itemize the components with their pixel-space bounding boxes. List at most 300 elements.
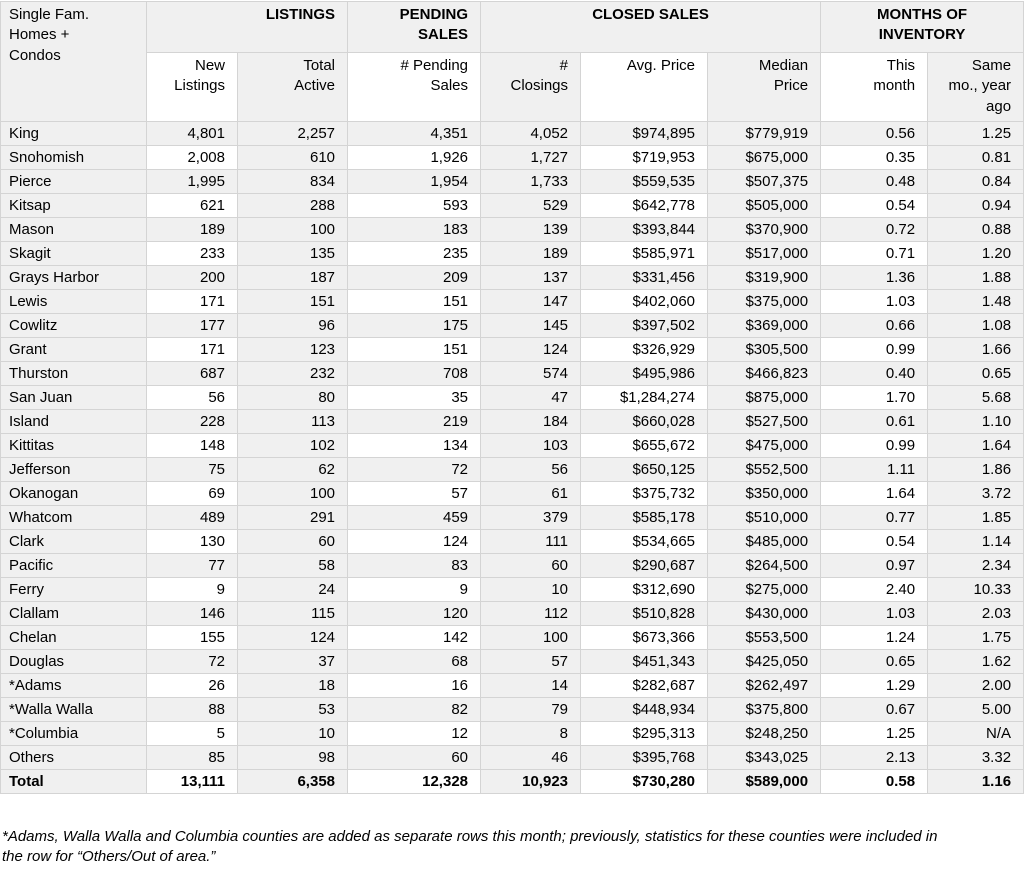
column-header-label: Avg. Price (626, 57, 696, 74)
county-cell: Clallam (1, 602, 147, 626)
group-header-closed-sales: CLOSED SALES (481, 2, 821, 53)
value-cell: $451,343 (581, 650, 708, 674)
value-cell: 177 (147, 314, 238, 338)
value-cell: 593 (348, 194, 481, 218)
value-cell: 62 (238, 458, 348, 482)
value-cell: 0.77 (821, 506, 928, 530)
value-cell: 228 (147, 410, 238, 434)
value-cell: 10 (481, 578, 581, 602)
table-title (1, 2, 147, 122)
value-cell: $264,500 (708, 554, 821, 578)
value-cell: 60 (348, 746, 481, 770)
table-row (1, 338, 1024, 362)
value-cell: 83 (348, 554, 481, 578)
value-cell: $282,687 (581, 674, 708, 698)
table-row (1, 122, 1024, 146)
value-cell: 12 (348, 722, 481, 746)
value-cell: 1,727 (481, 146, 581, 170)
value-cell: 134 (348, 434, 481, 458)
column-header-label: New Listings (174, 57, 225, 95)
value-cell: 57 (481, 650, 581, 674)
value-cell: 130 (147, 530, 238, 554)
value-cell: 60 (481, 554, 581, 578)
value-cell: 1.03 (821, 602, 928, 626)
value-cell: 687 (147, 362, 238, 386)
county-cell: Grant (1, 338, 147, 362)
value-cell: $730,280 (581, 770, 708, 794)
value-cell: 72 (348, 458, 481, 482)
column-header-new-listings (147, 53, 238, 122)
value-cell: $319,900 (708, 266, 821, 290)
value-cell: 708 (348, 362, 481, 386)
value-cell: 0.56 (821, 122, 928, 146)
table-row (1, 434, 1024, 458)
value-cell: 0.84 (928, 170, 1024, 194)
value-cell: 58 (238, 554, 348, 578)
value-cell: 3.32 (928, 746, 1024, 770)
column-header-label: Total Active (294, 57, 336, 95)
value-cell: 0.54 (821, 530, 928, 554)
county-cell: Island (1, 410, 147, 434)
value-cell: 148 (147, 434, 238, 458)
value-cell: 0.72 (821, 218, 928, 242)
value-cell: 124 (238, 626, 348, 650)
value-cell: 12,328 (348, 770, 481, 794)
value-cell: 189 (147, 218, 238, 242)
value-cell: 151 (238, 290, 348, 314)
value-cell: 219 (348, 410, 481, 434)
value-cell: 0.99 (821, 338, 928, 362)
value-cell: $375,732 (581, 482, 708, 506)
value-cell: 35 (348, 386, 481, 410)
value-cell: 209 (348, 266, 481, 290)
county-cell: Kittitas (1, 434, 147, 458)
value-cell: $1,284,274 (581, 386, 708, 410)
value-cell: 0.67 (821, 698, 928, 722)
value-cell: 10.33 (928, 578, 1024, 602)
table-row (1, 602, 1024, 626)
table-row (1, 554, 1024, 578)
value-cell: $290,687 (581, 554, 708, 578)
value-cell: 10,923 (481, 770, 581, 794)
value-cell: 60 (238, 530, 348, 554)
column-header-avg-price (581, 53, 708, 122)
county-cell: Ferry (1, 578, 147, 602)
value-cell: 79 (481, 698, 581, 722)
value-cell: $248,250 (708, 722, 821, 746)
value-cell: $425,050 (708, 650, 821, 674)
value-cell: 77 (147, 554, 238, 578)
county-cell: Cowlitz (1, 314, 147, 338)
value-cell: 0.65 (928, 362, 1024, 386)
value-cell: 1.24 (821, 626, 928, 650)
value-cell: 6,358 (238, 770, 348, 794)
value-cell: 2.13 (821, 746, 928, 770)
value-cell: 2,008 (147, 146, 238, 170)
value-cell: 1,995 (147, 170, 238, 194)
value-cell: $397,502 (581, 314, 708, 338)
value-cell: 1.25 (928, 122, 1024, 146)
value-cell: 18 (238, 674, 348, 698)
value-cell: 5.68 (928, 386, 1024, 410)
value-cell: $393,844 (581, 218, 708, 242)
table-row (1, 386, 1024, 410)
value-cell: 0.81 (928, 146, 1024, 170)
column-header-label: # Closings (510, 57, 569, 95)
value-cell: 183 (348, 218, 481, 242)
value-cell: 9 (147, 578, 238, 602)
value-cell: $552,500 (708, 458, 821, 482)
value-cell: 100 (481, 626, 581, 650)
county-cell: Okanogan (1, 482, 147, 506)
value-cell: 1.88 (928, 266, 1024, 290)
value-cell: 2.03 (928, 602, 1024, 626)
value-cell: 61 (481, 482, 581, 506)
table-row (1, 242, 1024, 266)
value-cell: 2.40 (821, 578, 928, 602)
table-row (1, 482, 1024, 506)
value-cell: 529 (481, 194, 581, 218)
value-cell: 100 (238, 482, 348, 506)
value-cell: $312,690 (581, 578, 708, 602)
value-cell: 184 (481, 410, 581, 434)
county-cell: Grays Harbor (1, 266, 147, 290)
value-cell: 1.70 (821, 386, 928, 410)
value-cell: 1.16 (928, 770, 1024, 794)
value-cell: 187 (238, 266, 348, 290)
value-cell: 232 (238, 362, 348, 386)
value-cell: 56 (147, 386, 238, 410)
county-cell: Snohomish (1, 146, 147, 170)
value-cell: 80 (238, 386, 348, 410)
value-cell: 102 (238, 434, 348, 458)
value-cell: 85 (147, 746, 238, 770)
value-cell: $510,000 (708, 506, 821, 530)
value-cell: $875,000 (708, 386, 821, 410)
table-row (1, 578, 1024, 602)
value-cell: 0.99 (821, 434, 928, 458)
group-header-months-of-inventory-label: MONTHS OF INVENTORY (877, 6, 968, 44)
value-cell: $642,778 (581, 194, 708, 218)
value-cell: $553,500 (708, 626, 821, 650)
value-cell: 2.00 (928, 674, 1024, 698)
value-cell: $510,828 (581, 602, 708, 626)
value-cell: 82 (348, 698, 481, 722)
value-cell: 0.65 (821, 650, 928, 674)
value-cell: 46 (481, 746, 581, 770)
value-cell: 1.85 (928, 506, 1024, 530)
value-cell: 0.40 (821, 362, 928, 386)
value-cell: $534,665 (581, 530, 708, 554)
value-cell: 146 (147, 602, 238, 626)
value-cell: $585,971 (581, 242, 708, 266)
county-cell: Pacific (1, 554, 147, 578)
value-cell: 47 (481, 386, 581, 410)
value-cell: 5.00 (928, 698, 1024, 722)
value-cell: 1.20 (928, 242, 1024, 266)
column-header-this-month (821, 53, 928, 122)
county-cell: Mason (1, 218, 147, 242)
value-cell: 120 (348, 602, 481, 626)
value-cell: 26 (147, 674, 238, 698)
value-cell: 123 (238, 338, 348, 362)
column-header-same-month-year-ago (928, 53, 1024, 122)
value-cell: $326,929 (581, 338, 708, 362)
value-cell: 100 (238, 218, 348, 242)
value-cell: $343,025 (708, 746, 821, 770)
value-cell: 72 (147, 650, 238, 674)
value-cell: $779,919 (708, 122, 821, 146)
table-row (1, 218, 1024, 242)
column-header-row (1, 53, 1024, 122)
value-cell: 1.64 (928, 434, 1024, 458)
value-cell: 69 (147, 482, 238, 506)
county-cell: Kitsap (1, 194, 147, 218)
table-row (1, 410, 1024, 434)
value-cell: 115 (238, 602, 348, 626)
value-cell: $275,000 (708, 578, 821, 602)
value-cell: 1.11 (821, 458, 928, 482)
county-cell: *Walla Walla (1, 698, 147, 722)
table-row (1, 722, 1024, 746)
value-cell: $675,000 (708, 146, 821, 170)
column-header-label: Same mo., year ago (948, 57, 1012, 115)
value-cell: $466,823 (708, 362, 821, 386)
value-cell: $517,000 (708, 242, 821, 266)
value-cell: 1.08 (928, 314, 1024, 338)
value-cell: 98 (238, 746, 348, 770)
value-cell: 621 (147, 194, 238, 218)
value-cell: $369,000 (708, 314, 821, 338)
value-cell: 1.66 (928, 338, 1024, 362)
county-cell: King (1, 122, 147, 146)
value-cell: 1.36 (821, 266, 928, 290)
value-cell: 151 (348, 290, 481, 314)
value-cell: 200 (147, 266, 238, 290)
value-cell: 5 (147, 722, 238, 746)
value-cell: $402,060 (581, 290, 708, 314)
value-cell: 0.58 (821, 770, 928, 794)
value-cell: $331,456 (581, 266, 708, 290)
value-cell: 2.34 (928, 554, 1024, 578)
column-header-pending-sales (348, 53, 481, 122)
value-cell: 1.75 (928, 626, 1024, 650)
county-cell: Chelan (1, 626, 147, 650)
value-cell: $507,375 (708, 170, 821, 194)
table-row (1, 146, 1024, 170)
value-cell: 4,801 (147, 122, 238, 146)
value-cell: 171 (147, 290, 238, 314)
value-cell: $305,500 (708, 338, 821, 362)
table-row (1, 674, 1024, 698)
value-cell: 1,926 (348, 146, 481, 170)
table-row (1, 314, 1024, 338)
table-row (1, 698, 1024, 722)
county-cell: Clark (1, 530, 147, 554)
table-row (1, 650, 1024, 674)
value-cell: $448,934 (581, 698, 708, 722)
group-header-row (1, 2, 1024, 53)
value-cell: 124 (348, 530, 481, 554)
column-header-label: This month (873, 57, 916, 95)
value-cell: $430,000 (708, 602, 821, 626)
value-cell: 0.71 (821, 242, 928, 266)
column-header-median-price (708, 53, 821, 122)
value-cell: 75 (147, 458, 238, 482)
value-cell: 13,111 (147, 770, 238, 794)
value-cell: 1.62 (928, 650, 1024, 674)
value-cell: $495,986 (581, 362, 708, 386)
county-cell: Jefferson (1, 458, 147, 482)
value-cell: 0.48 (821, 170, 928, 194)
value-cell: 0.94 (928, 194, 1024, 218)
value-cell: 1.14 (928, 530, 1024, 554)
value-cell: 175 (348, 314, 481, 338)
county-cell: Total (1, 770, 147, 794)
value-cell: $974,895 (581, 122, 708, 146)
value-cell: 189 (481, 242, 581, 266)
value-cell: $585,178 (581, 506, 708, 530)
value-cell: 124 (481, 338, 581, 362)
value-cell: 489 (147, 506, 238, 530)
county-cell: Thurston (1, 362, 147, 386)
value-cell: $655,672 (581, 434, 708, 458)
value-cell: $295,313 (581, 722, 708, 746)
value-cell: 9 (348, 578, 481, 602)
value-cell: 0.54 (821, 194, 928, 218)
county-cell: Others (1, 746, 147, 770)
value-cell: $505,000 (708, 194, 821, 218)
value-cell: $262,497 (708, 674, 821, 698)
value-cell: $485,000 (708, 530, 821, 554)
value-cell: 137 (481, 266, 581, 290)
footnote: *Adams, Walla Walla and Columbia counties are added as separate rows this month; previously, statistics for these counties were included in the row for “Others/Out of area.” (2, 828, 938, 866)
value-cell: 834 (238, 170, 348, 194)
value-cell: 171 (147, 338, 238, 362)
value-cell: $395,768 (581, 746, 708, 770)
table-row (1, 290, 1024, 314)
value-cell: 147 (481, 290, 581, 314)
group-header-pending-sales: PENDING SALES (348, 2, 481, 53)
value-cell: 0.97 (821, 554, 928, 578)
value-cell: $589,000 (708, 770, 821, 794)
value-cell: 53 (238, 698, 348, 722)
value-cell: 142 (348, 626, 481, 650)
group-header-listings: LISTINGS (147, 2, 348, 53)
value-cell: 103 (481, 434, 581, 458)
value-cell: 57 (348, 482, 481, 506)
value-cell: 0.88 (928, 218, 1024, 242)
table-row (1, 194, 1024, 218)
value-cell: 135 (238, 242, 348, 266)
value-cell: N/A (928, 722, 1024, 746)
value-cell: 610 (238, 146, 348, 170)
column-header-label: Median Price (758, 57, 809, 95)
value-cell: 37 (238, 650, 348, 674)
total-row (1, 770, 1024, 794)
value-cell: $660,028 (581, 410, 708, 434)
value-cell: 1.86 (928, 458, 1024, 482)
value-cell: 139 (481, 218, 581, 242)
value-cell: 3.72 (928, 482, 1024, 506)
value-cell: 56 (481, 458, 581, 482)
table-row (1, 362, 1024, 386)
value-cell: 233 (147, 242, 238, 266)
value-cell: 145 (481, 314, 581, 338)
group-header-months-of-inventory (821, 2, 1024, 53)
county-cell: Whatcom (1, 506, 147, 530)
value-cell: $527,500 (708, 410, 821, 434)
table-row (1, 266, 1024, 290)
value-cell: 459 (348, 506, 481, 530)
value-cell: 288 (238, 194, 348, 218)
value-cell: 155 (147, 626, 238, 650)
value-cell: 24 (238, 578, 348, 602)
value-cell: 88 (147, 698, 238, 722)
table-row (1, 746, 1024, 770)
value-cell: 113 (238, 410, 348, 434)
value-cell: 10 (238, 722, 348, 746)
value-cell: 14 (481, 674, 581, 698)
table-row (1, 506, 1024, 530)
value-cell: 16 (348, 674, 481, 698)
value-cell: 4,351 (348, 122, 481, 146)
value-cell: 1.25 (821, 722, 928, 746)
value-cell: 1,954 (348, 170, 481, 194)
value-cell: 0.66 (821, 314, 928, 338)
value-cell: 1,733 (481, 170, 581, 194)
value-cell: $719,953 (581, 146, 708, 170)
county-cell: San Juan (1, 386, 147, 410)
value-cell: $673,366 (581, 626, 708, 650)
table-body (1, 122, 1024, 794)
value-cell: $350,000 (708, 482, 821, 506)
value-cell: 379 (481, 506, 581, 530)
column-header-closings (481, 53, 581, 122)
value-cell: 111 (481, 530, 581, 554)
value-cell: 4,052 (481, 122, 581, 146)
value-cell: 0.35 (821, 146, 928, 170)
value-cell: 235 (348, 242, 481, 266)
table-row (1, 458, 1024, 482)
value-cell: 0.61 (821, 410, 928, 434)
value-cell: 574 (481, 362, 581, 386)
table-row (1, 626, 1024, 650)
county-cell: *Adams (1, 674, 147, 698)
value-cell: 1.03 (821, 290, 928, 314)
value-cell: 2,257 (238, 122, 348, 146)
value-cell: 291 (238, 506, 348, 530)
column-header-total-active (238, 53, 348, 122)
value-cell: $375,000 (708, 290, 821, 314)
county-cell: Douglas (1, 650, 147, 674)
value-cell: $375,800 (708, 698, 821, 722)
value-cell: 1.10 (928, 410, 1024, 434)
county-cell: *Columbia (1, 722, 147, 746)
column-header-label: # Pending Sales (400, 57, 469, 95)
value-cell: $559,535 (581, 170, 708, 194)
table-row (1, 530, 1024, 554)
value-cell: $370,900 (708, 218, 821, 242)
value-cell: 151 (348, 338, 481, 362)
value-cell: 1.29 (821, 674, 928, 698)
value-cell: 68 (348, 650, 481, 674)
value-cell: 96 (238, 314, 348, 338)
value-cell: 1.48 (928, 290, 1024, 314)
value-cell: 112 (481, 602, 581, 626)
table-row (1, 170, 1024, 194)
county-cell: Lewis (1, 290, 147, 314)
